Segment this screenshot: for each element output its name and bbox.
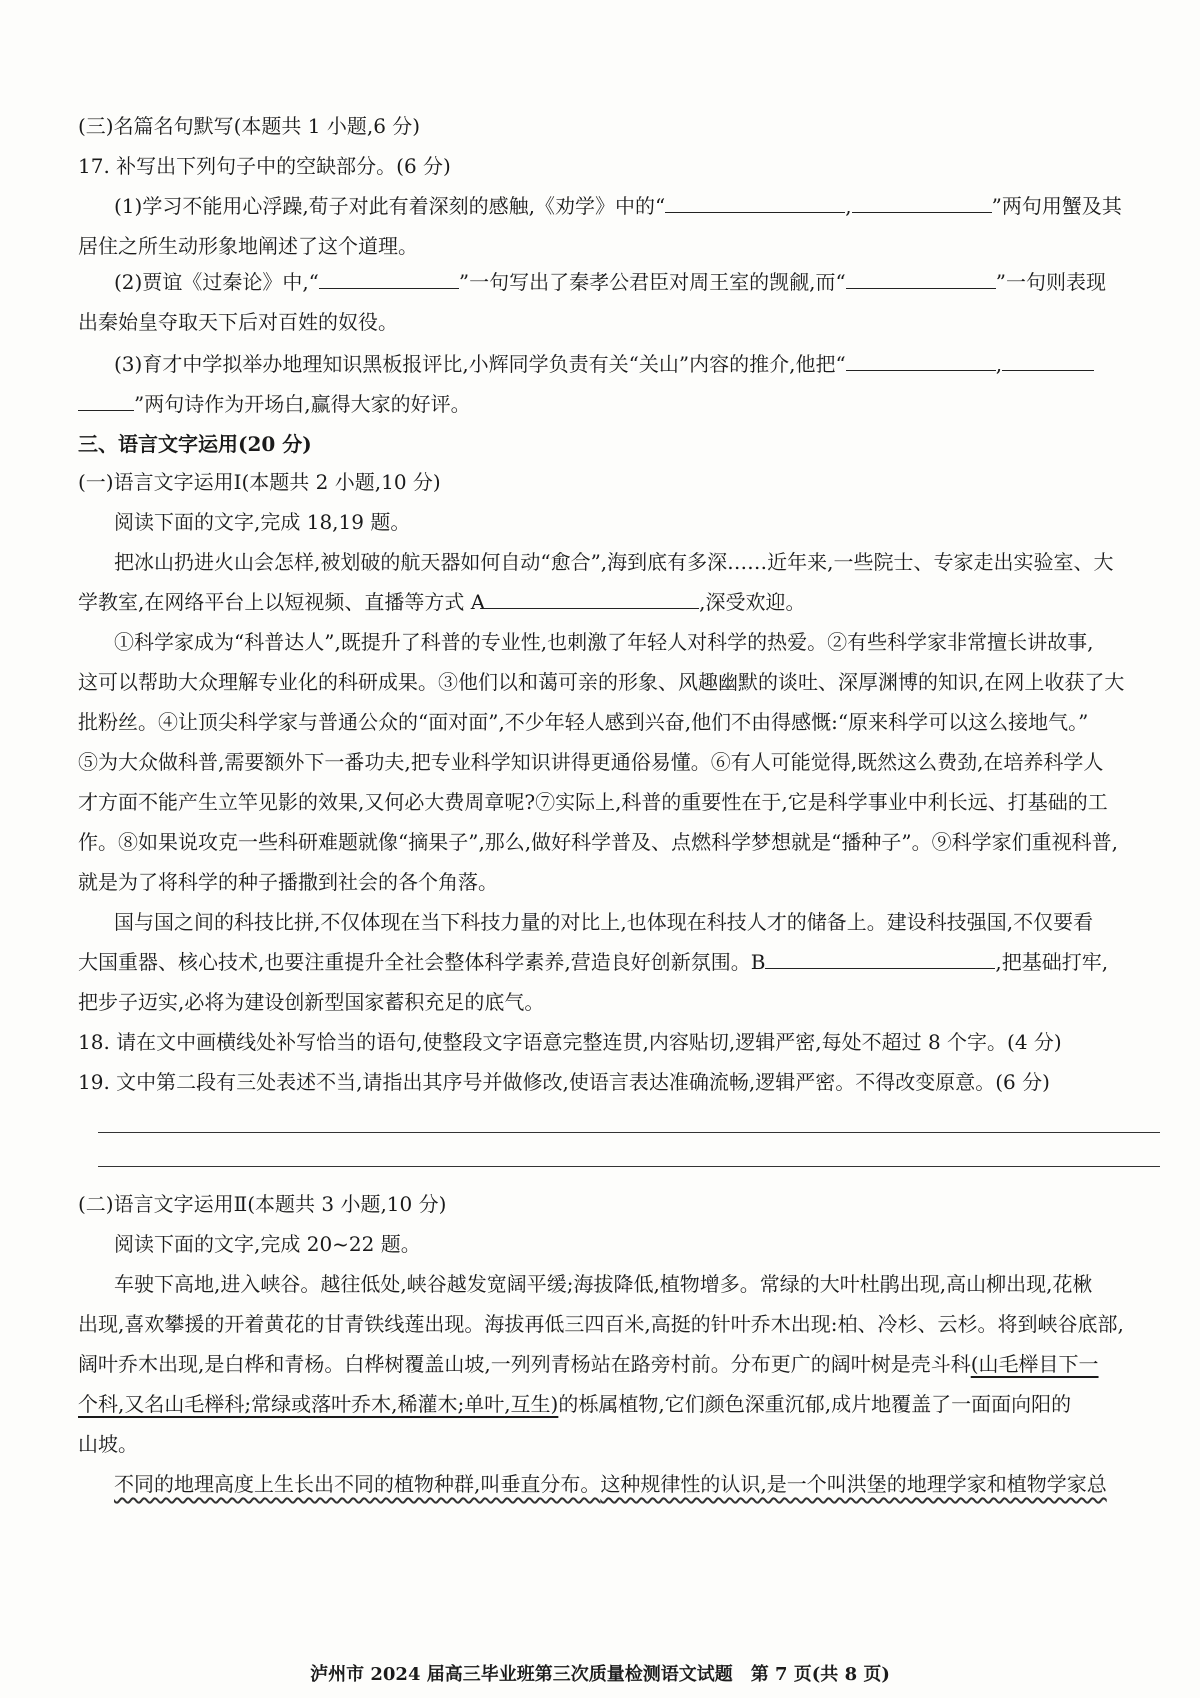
answer-line[interactable] [98, 1166, 1160, 1167]
text2-line4-text: 的栎属植物,它们颜色深重沉郁,成片地覆盖了一面面向阳的 [558, 1392, 1072, 1416]
q17-part3-text-c: ”两句诗作为开场白,赢得大家的好评。 [134, 392, 471, 416]
passage-p3-text-a: 大国重器、核心技术,也要注重提升全社会整体科学素养,营造良好创新氛围。B [78, 950, 766, 974]
passage-p2-line2: 这可以帮助大众理解专业化的科研成果。③他们以和蔼可亲的形象、风趣幽默的谈吐、深厚渊博的知识,在网上收获了大 [78, 670, 1125, 694]
text2-line3-text: 阔叶乔木出现,是白桦和青杨。白桦树覆盖山坡,一列列青杨站在路旁村前。分布更广的阔叶树是壳斗科 [78, 1352, 971, 1376]
passage-p3-line3: 把步子迈实,必将为建设创新型国家蓄积充足的底气。 [78, 990, 545, 1014]
q17-part2-text-c: ”一句则表现 [995, 270, 1106, 294]
text2-line6 [114, 1470, 1168, 1498]
answer-blank-b[interactable] [765, 948, 995, 969]
text2-line3 [78, 1350, 1168, 1378]
answer-blank[interactable] [852, 192, 992, 213]
answer-line[interactable] [98, 1132, 1160, 1133]
q17-part3-line2 [78, 390, 1168, 418]
q17-part1-text-a: (1)学习不能用心浮躁,荀子对此有着深刻的感触,《劝学》中的“ [114, 194, 666, 218]
q17-part1-comma: , [845, 194, 852, 218]
section-title-recitation: (三)名篇名句默写(本题共 1 小题,6 分) [78, 114, 421, 138]
answer-blank[interactable] [846, 268, 996, 289]
answer-blank[interactable] [1002, 350, 1094, 371]
passage-p2-line1: ①科学家成为“科普达人”,既提升了科普的专业性,也刺激了年轻人对科学的热爱。②有些科学家非常擅长讲故事, [114, 630, 1094, 654]
q17-part2-line1 [114, 268, 1168, 296]
q17-part1-text-c: ”两句用蟹及其 [991, 194, 1122, 218]
passage-p1-text-a: 学教室,在网络平台上以短视频、直播等方式 A [78, 590, 486, 614]
passage-p3-line2 [78, 948, 1168, 976]
text2-line2: 出现,喜欢攀援的开着黄花的甘青铁线莲出现。海拔再低三四百米,高挺的针叶乔木出现:柏、冷杉、云杉。将到峡谷底部, [78, 1312, 1124, 1336]
answer-blank[interactable] [665, 192, 845, 213]
q17-part2-text-a: (2)贾谊《过秦论》中,“ [114, 270, 319, 294]
underlined-parenthetical: 个科,又名山毛榉科;常绿或落叶乔木,稀灌木;单叶,互生) [78, 1392, 559, 1416]
text2-line4 [78, 1390, 1168, 1418]
answer-blank[interactable] [319, 268, 459, 289]
passage-p3-line1: 国与国之间的科技比拼,不仅体现在当下科技力量的对比上,也体现在科技人才的储备上。建设科技强国,不仅要看 [114, 910, 1094, 934]
part3-title: 三、语言文字运用(20 分) [78, 432, 312, 456]
page-footer: 泸州市 2024 届高三毕业班第三次质量检测语文试题 第 7 页(共 8 页) [310, 1664, 890, 1685]
answer-blank[interactable] [846, 350, 996, 371]
question-17-stem: 17. 补写出下列句子中的空缺部分。(6 分) [78, 154, 451, 178]
q17-part3-comma: , [995, 352, 1003, 376]
passage-p2-line4: ⑤为大众做科普,需要额外下一番功夫,把专业科学知识讲得更通俗易懂。⑥有人可能觉得,既然这么费劲,在培养科学人 [78, 750, 1104, 774]
text2-line5: 山坡。 [78, 1432, 138, 1456]
question-19: 19. 文中第二段有三处表述不当,请指出其序号并做修改,使语言表达准确流畅,逻辑严密。不得改变原意。(6 分) [78, 1070, 1050, 1094]
wavy-underlined-sentence: 不同的地理高度上生长出不同的植物种群,叫垂直分布。 [114, 1472, 601, 1496]
passage-p2-line5: 才方面不能产生立竿见影的效果,又何必大费周章呢?⑦实际上,科普的重要性在于,它是科学事业中利长远、打基础的工 [78, 790, 1108, 814]
subsection-1-title: (一)语言文字运用Ⅰ(本题共 2 小题,10 分) [78, 470, 441, 494]
reading-instruction-20-22: 阅读下面的文字,完成 20~22 题。 [114, 1232, 421, 1256]
passage-p1-line1: 把冰山扔进火山会怎样,被划破的航天器如何自动“愈合”,海到底有多深……近年来,一些院士、专家走出实验室、大 [114, 550, 1114, 574]
subsection-2-title: (二)语言文字运用Ⅱ(本题共 3 小题,10 分) [78, 1192, 447, 1216]
passage-p2-line7: 就是为了将科学的种子播撒到社会的各个角落。 [78, 870, 498, 894]
text2-line1: 车驶下高地,进入峡谷。越往低处,峡谷越发宽阔平缓;海拔降低,植物增多。常绿的大叶杜鹃出现,高山柳出现,花楸 [114, 1272, 1093, 1296]
q17-part3-text-a: (3)育才中学拟举办地理知识黑板报评比,小辉同学负责有关“关山”内容的推介,他把“ [114, 352, 846, 376]
text2-line6-text: 这种规律性的认识,是一个叫洪堡的地理学家和植物学家总 [600, 1472, 1107, 1496]
q17-part2-text-b: ”一句写出了秦孝公君臣对周王室的觊觎,而“ [458, 270, 846, 294]
question-18: 18. 请在文中画横线处补写恰当的语句,使整段文字语意完整连贯,内容贴切,逻辑严密,每处不超过 8 个字。(4 分) [78, 1030, 1062, 1054]
passage-p1-line2 [78, 588, 1168, 616]
answer-blank[interactable] [78, 390, 134, 411]
passage-p2-line6: 作。⑧如果说攻克一些科研难题就像“摘果子”,那么,做好科学普及、点燃科学梦想就是“播种子”。⑨科学家们重视科普, [78, 830, 1118, 854]
passage-p1-text-b: ,深受欢迎。 [699, 590, 806, 614]
passage-p3-text-b: ,把基础打牢, [995, 950, 1109, 974]
q17-part1-line2: 居住之所生动形象地阐述了这个道理。 [78, 234, 418, 258]
answer-blank-a[interactable] [485, 588, 699, 609]
reading-instruction-18-19: 阅读下面的文字,完成 18,19 题。 [114, 510, 411, 534]
underlined-parenthetical: (山毛榉目下一 [970, 1352, 1099, 1376]
q17-part1-line1 [114, 192, 1168, 220]
q17-part2-line2: 出秦始皇夺取天下后对百姓的奴役。 [78, 310, 398, 334]
passage-p2-line3: 批粉丝。④让顶尖科学家与普通公众的“面对面”,不少年轻人感到兴奋,他们不由得感慨:“原来科学可以这么接地气。” [78, 710, 1089, 734]
q17-part3-line1 [114, 350, 1168, 378]
